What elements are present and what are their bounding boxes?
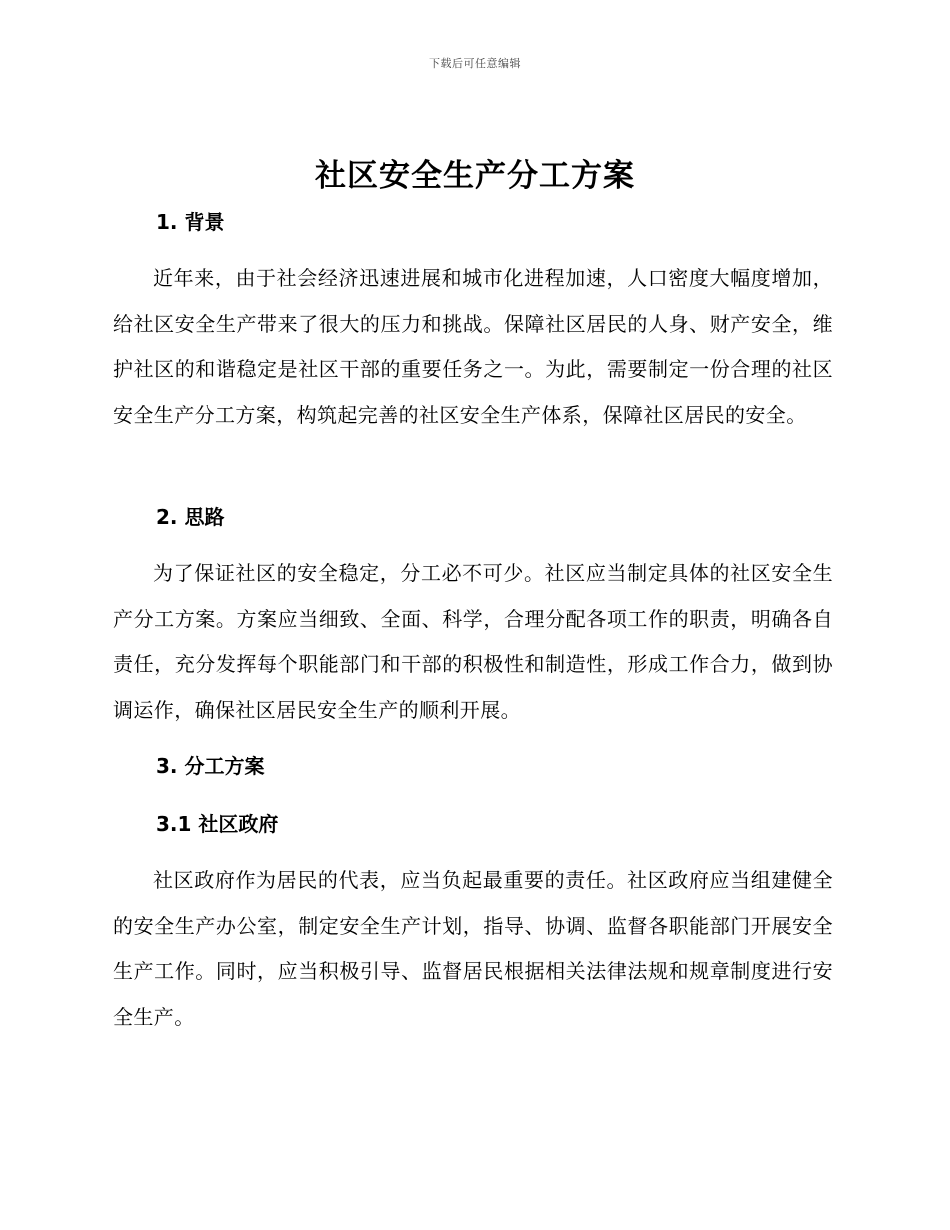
paragraph-approach: 为了保证社区的安全稳定，分工必不可少。社区应当制定具体的社区安全生产分工方案。方案应当细致、全面、科学，合理分配各项工作的职责，明确各自责任，充分发挥每个职能部门和干部的积极性和制造性，形成工作合力，做到协调运作，确保社区居民安全生产的顺利开展。 (113, 561, 833, 722)
section-heading-plan: 3. 分工方案 (156, 754, 265, 778)
header-note: 下载后可任意编辑 (429, 57, 521, 70)
paragraph-background: 近年来，由于社会经济迅速进展和城市化进程加速，人口密度大幅度增加，给社区安全生产带来了很大的压力和挑战。保障社区居民的人身、财产安全，维护社区的和谐稳定是社区干部的重要任务之一。为此，需要制定一份合理的社区安全生产分工方案，构筑起完善的社区安全生产体系，保障社区居民的安全。 (113, 266, 833, 427)
paragraph-government: 社区政府作为居民的代表，应当负起最重要的责任。社区政府应当组建健全的安全生产办公室，制定安全生产计划，指导、协调、监督各职能部门开展安全生产工作。同时，应当积极引导、监督居民根据相关法律法规和规章制度进行安全生产。 (113, 868, 833, 1029)
section-heading-approach: 2. 思路 (156, 505, 225, 529)
document-title: 社区安全生产分工方案 (315, 158, 635, 194)
subsection-heading-government: 3.1 社区政府 (156, 812, 279, 836)
section-heading-background: 1. 背景 (156, 210, 225, 234)
